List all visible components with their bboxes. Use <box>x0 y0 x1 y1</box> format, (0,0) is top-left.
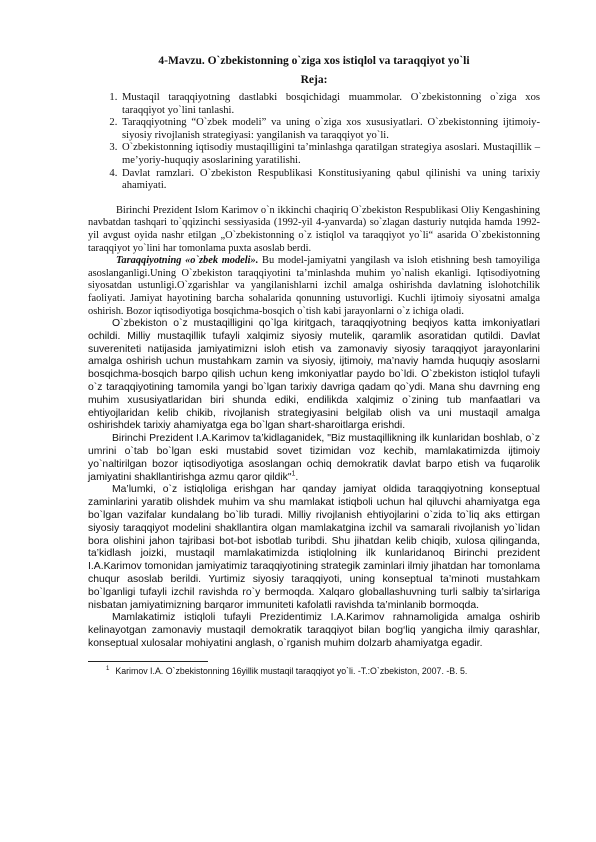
plan-item: 2. Taraqqiyotning “O`zbek modeli” va uning o`ziga xos xususiyatlari. O`zbekistonning ijtimoiy-siyosiy rivojlanish strategiyasi: yangilanish va taraqqiyot yo`li. <box>120 117 540 142</box>
quote-end: . <box>295 471 299 483</box>
paragraph-conclusion: Mamlakatimiz istiqloli tufayli Prezidentimiz I.A.Karimov rahnamoligida amalga oshirib kelinayotgan zamonaviy mustaqil demokratik taraqqiyot bilan bog‘liq yangicha ilmiy qarashlar, konseptual xulosalar mohiyatini anglash, o`rganish muhim dolzarb ahamiyatga egadir. <box>88 612 540 650</box>
plan-item: 3. O`zbekistonning iqtisodiy mustaqilligini ta’minlashga qaratilgan strategiya asoslari. Mustaqillik – me’yoriy-huquqiy asoslarining yaratilishi. <box>120 142 540 167</box>
plan-list <box>88 92 540 193</box>
footnote-text: Karimov I.A. O`zbekistonning 16yillik mustaqil taraqqiyot yo`li. -T.:O`zbekiston, 2007. -B. 5. <box>115 665 468 676</box>
paragraph-independence: O`zbekiston o`z mustaqilligini qo`lga kiritgach, taraqqiyotning beqiyos katta imkoniyatlari ochildi. Milliy mustaqillik tufayli xalqimiz siyosiy mutelik, qaramlik asoratidan qutildi. Davlat suvereniteti natijasida jamiyatimizni isloh etish va zamonaviy siyosiy taraqqiyot jarayonlarini amalga oshirish uchun mustahkam zamin va siyosiy, ijtimoiy, ma’naviy hamda huquqiy asoslarni bosqichma-bosqich barpo qilish uchun keng imkoniyatlar paydo bo`ldi. O`zbekiston istiqlol tufayli o`z taraqqiyotining tamomila yangi bo`lgan tarixiy davriga qadam qo`ydi. Mana shu davrning eng muhim xususiyatlaridan biri shunda ediki, endilikda xalqimiz o`zining tub manfaatlari va ehtiyojlaridan kelib chikib, rivojlanish strategiyasini belgilab olish va uni mustaqil amalga oshirishdek tarixiy ahamiyatga ega bo`lgan shart-sharoitlarga erishdi. <box>88 318 540 432</box>
plan-item: 4. Davlat ramzlari. O`zbekiston Respublikasi Konstitusiyaning qabul qilinishi va uning tarixiy ahamiyati. <box>120 168 540 193</box>
footnote <box>88 666 540 677</box>
footnote-divider <box>88 661 208 662</box>
paragraph-quote <box>88 433 540 484</box>
plan-item: 1. Mustaqil taraqqiyotning dastlabki bosqichidagi muammolar. O`zbekistonning o`ziga xos taraqqiyot yo`lini tanlashi. <box>120 92 540 117</box>
footnote-ref[interactable]: 1 <box>291 470 296 478</box>
paragraph-lead: Taraqqiyotning «o`zbek modeli». <box>116 255 259 267</box>
document-body <box>88 205 540 651</box>
quote-text: Birinchi Prezident I.A.Karimov ta’kidlaganidek, "Biz mustaqillikning ilk kunlaridan boshlab, o`z umrini o`tab bo`lgan eski mustabid sovet tizimidan voz kechib, mamlakatimizda ijtimoiy yo`naltirilgan bozor iqtisodiyotiga asoslangan ochiq demokratik davlat barpo etish va fuqarolik jamiyatini shakllantirishga azmu qaror qildik" <box>88 433 540 483</box>
lecture-title: 4-Mavzu. O`zbekistonning o`ziga xos istiqlol va taraqqiyot yo`li <box>158 55 470 67</box>
footnote-marker: 1 <box>106 665 110 672</box>
paragraph-text: Bu model-jamiyatni yangilash va isloh etishning besh tamoyiliga asoslanganligi.Uning O`zbekiston taraqqiyotini ta’minlashda muhim yo`nalish ekanligi. Iqtisodiyotning siyosatdan ustunligi.O`zgarishlar va yangilanishlarni izchil amalga oshirishda davlatning islohotchilik faoliyati. Jamiyat hayotining barcha sohalarida qonunning ustuvorligi. Kuchli ijtimoiy siyosatni amalga oshirish. Bozor iqtisodiyotiga bosqichma-bosqich o`tish kabi jarayonlarni o`z ichiga oladi. <box>88 255 540 317</box>
paragraph-uzbek-model <box>88 255 540 318</box>
plan-heading: Reja: <box>300 74 328 86</box>
paragraph-conceptual: Ma’lumki, o`z istiqloliga erishgan har qanday jamiyat oldida taraqqiyotning konseptual zaminlarini yaratib olishdek muhim va shu mamlakat istiqboli uchun hal qiluvchi ahamiyatga ega bo`lgan vazifalar kundalang bo`lib turadi. Milliy rivojlanish ehtiyojlarini o`zida to`liq aks ettirgan siyosiy taraqqiyot modelini shakllantira olgan mamlakatgina izchil va samarali rivojlanish yo`lidan bora olishini jahon tajribasi bot-bot isbotlab turibdi. Shu jihatdan kelib chiqib, xulosa qilinganda, ta’kidlash joizki, mustaqil mamlakatimizda istiqlolning ilk kunlaridanoq Birinchi prezident I.A.Karimov tomonidan jamiyatimiz taraqqiyotining strategik zaminlari ilmiy jihatdan har tomonlama chuqur asoslab berildi. Yurtimiz siyosiy taraqqiyoti, uning konseptual ta’minoti mustahkam bo`lganligi tufayli izchil ravishda ro`y bermoqda. Xalqaro globallashuvning turli salbiy ta’sirlariga nisbatan jamiyatimizning barqaror immuniteti kafolatli ravishda ta’minlanib bormoqda. <box>88 484 540 611</box>
paragraph-intro: Birinchi Prezident Islom Karimov o`n ikkinchi chaqiriq O`zbekiston Respublikasi Oliy Kengashining navbatdan tashqari to`qqizinchi sessiyasida (1992-yil 4-yanvarda) so`zlagan dasturiy nutqida hamda 1992-yil avgust oyida nashr etilgan „O`zbekistonning o`z istiqlol va taraqqiyot yo`li“ asarida O`zbekistonning taraqqiyot yo`lini har tomonlama puxta asoslab berdi. <box>88 204 540 254</box>
